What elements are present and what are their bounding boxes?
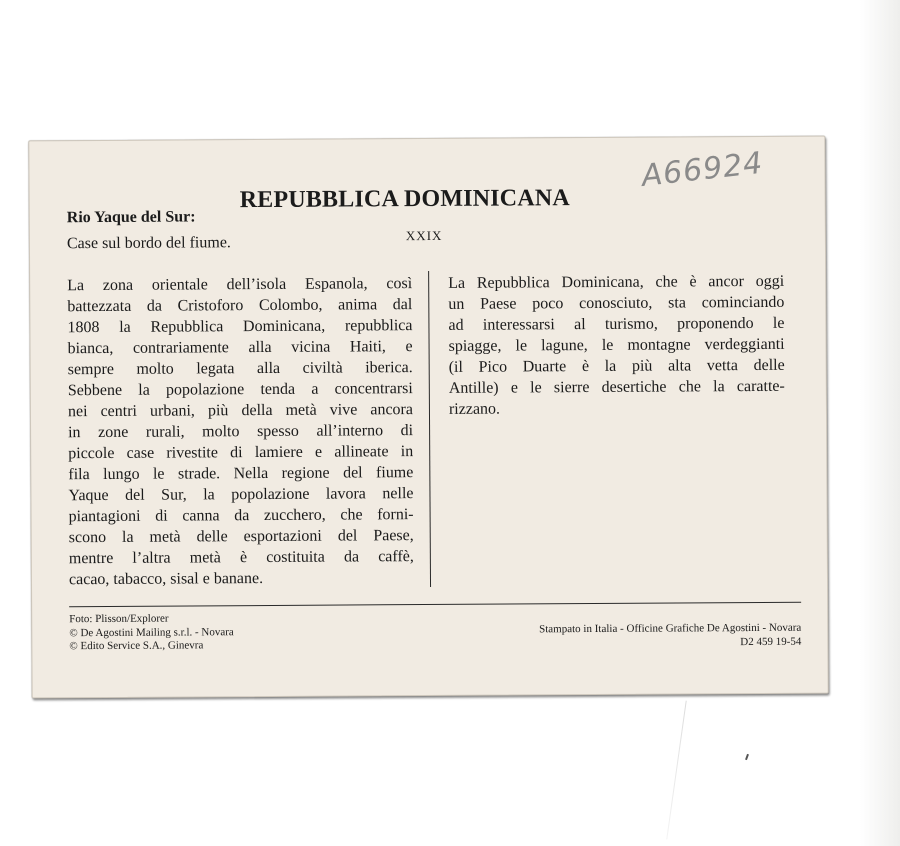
- text-line: piccole case rivestite di lamiere e allineate in: [68, 443, 414, 463]
- text-line: battezzata da Cristoforo Colombo, anima dal: [67, 296, 413, 316]
- left-text-column: [67, 273, 414, 590]
- text-line: Yaque del Sur, la popolazione lavora nelle: [68, 485, 414, 505]
- text-line: scono la metà delle esportazioni del Paese,: [68, 527, 414, 547]
- handwritten-inventory-number: A66924: [639, 145, 766, 194]
- scanner-edge: [860, 0, 900, 846]
- text-line: Antille) e le sierre desertiche che la caratte-: [448, 377, 785, 397]
- series-number: XXIX: [405, 227, 443, 244]
- text-line: bianca, contrariamente alla vicina Haiti, e: [67, 338, 413, 358]
- text-line: La Repubblica Dominicana, che è ancor oggi: [448, 272, 785, 292]
- text-line: mentre l’altra metà è costituita da caffè,: [68, 548, 414, 568]
- scan-artifact-mark: [745, 754, 749, 760]
- location-heading: Rio Yaque del Sur:: [66, 208, 196, 227]
- text-line: La zona orientale dell’isola Espanola, così: [67, 275, 413, 295]
- photo-credits: [69, 612, 234, 654]
- postcard-title: REPUBBLICA DOMINICANA: [239, 185, 570, 214]
- text-line: fila lungo le strade. Nella regione del fiume: [68, 464, 414, 484]
- product-code: D2 459 19-54: [740, 635, 802, 648]
- credit-line: © De Agostini Mailing s.r.l. - Novara: [69, 625, 234, 639]
- credit-line: © Edito Service S.A., Ginevra: [69, 639, 204, 653]
- printer-line: Stampato in Italia - Officine Grafiche De Agostini - Novara: [539, 621, 802, 636]
- text-line: sempre molto legata alla civiltà iberica.: [67, 359, 413, 379]
- text-line: rizzano.: [448, 400, 501, 418]
- text-line: cacao, tabacco, sisal e banane.: [68, 570, 264, 589]
- postcard-back: [28, 136, 828, 699]
- column-divider: [428, 271, 431, 587]
- text-line: 1808 la Repubblica Dominicana, repubblica: [67, 317, 413, 337]
- printer-info: [539, 622, 801, 651]
- text-line: in zone rurali, molto spesso all’interno di: [68, 422, 414, 442]
- text-line: ad interessarsi al turismo, proponendo le: [448, 314, 785, 334]
- right-text-column: [448, 271, 785, 420]
- text-line: (il Pico Duarte è la più alta vetta delle: [448, 356, 785, 376]
- credit-line: Foto: Plisson/Explorer: [69, 612, 169, 626]
- photo-caption: Case sul bordo del fiume.: [66, 234, 231, 253]
- text-line: un Paese poco conosciuto, sta cominciando: [448, 293, 785, 313]
- text-line: piantagioni di canna da zucchero, che forni-: [68, 506, 414, 526]
- text-line: spiagge, le lagune, le montagne verdeggianti: [448, 335, 785, 355]
- footer-rule: [69, 602, 801, 607]
- text-line: Sebbene la popolazione tenda a concentrarsi: [67, 380, 413, 400]
- scan-artifact-line: [666, 701, 686, 840]
- text-line: nei centri urbani, più della metà vive ancora: [67, 401, 414, 421]
